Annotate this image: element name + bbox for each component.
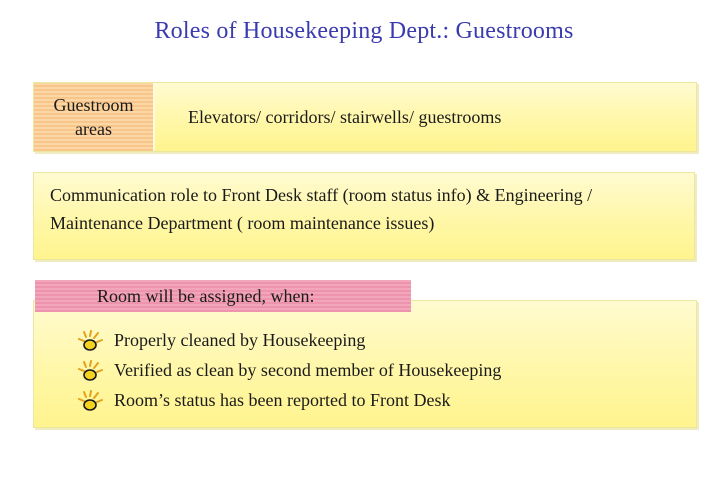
assignment-heading: Room will be assigned, when: bbox=[35, 280, 411, 312]
communication-line1: Communication role to Front Desk staff (room status info) & Engineering / bbox=[50, 185, 593, 205]
list-item-text: Verified as clean by second member of Housekeeping bbox=[114, 360, 502, 380]
list-item bbox=[78, 388, 501, 418]
list-item bbox=[78, 328, 501, 358]
communication-box bbox=[33, 172, 695, 260]
list-item-text: Room’s status has been reported to Front Desk bbox=[114, 390, 451, 410]
communication-line2: Maintenance Department ( room maintenance issues) bbox=[50, 213, 435, 233]
guestroom-areas-label bbox=[34, 83, 155, 151]
sun-burst-bullet-icon bbox=[78, 330, 104, 352]
assignment-list bbox=[78, 328, 501, 418]
sun-burst-bullet-icon bbox=[78, 390, 104, 412]
guestroom-label-line2: areas bbox=[75, 119, 112, 139]
guestroom-areas-text: Elevators/ corridors/ stairwells/ guestrooms bbox=[188, 107, 502, 127]
guestroom-label-line1: Guestroom bbox=[53, 95, 134, 115]
list-item-text: Properly cleaned by Housekeeping bbox=[114, 330, 366, 350]
list-item bbox=[78, 358, 501, 388]
sun-burst-bullet-icon bbox=[78, 360, 104, 382]
guestroom-areas-box bbox=[33, 82, 697, 152]
slide-title: Roles of Housekeeping Dept.: Guestrooms bbox=[154, 18, 574, 44]
